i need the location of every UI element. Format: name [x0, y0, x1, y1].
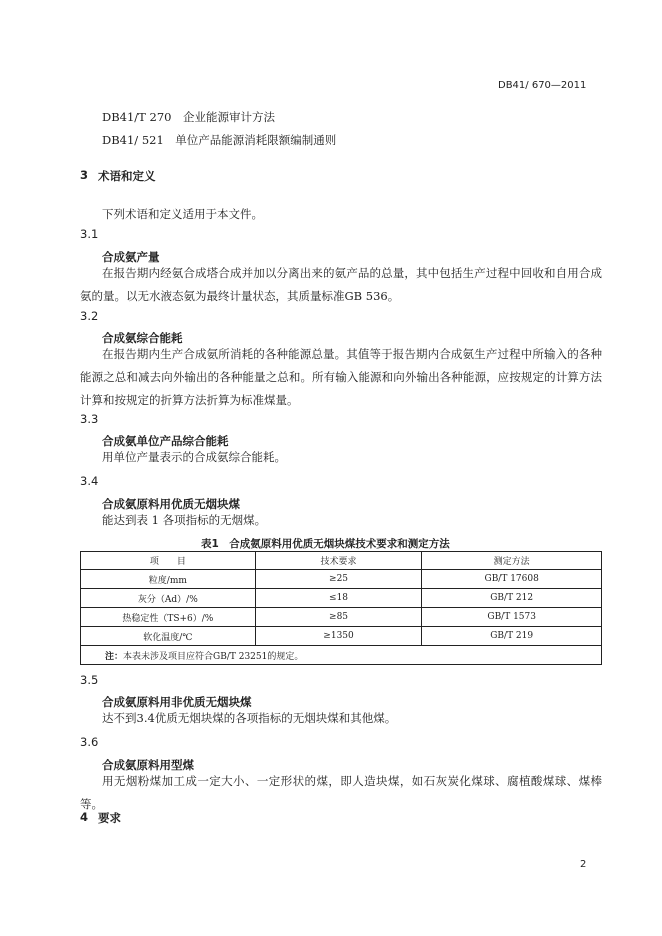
reference-1: DB41/T 270 企业能源审计方法	[102, 110, 275, 124]
table-cell: 热稳定性（TS+6）/%	[81, 608, 256, 627]
term-title: 合成氨原料用型煤	[102, 758, 194, 772]
column-header: 测定方法	[422, 552, 602, 570]
coal-spec-table	[80, 551, 602, 665]
term-title: 合成氨单位产品综合能耗	[102, 434, 229, 448]
term-title: 合成氨产量	[102, 250, 160, 264]
section-3-number: 3	[80, 168, 89, 182]
reference-2: DB41/ 521 单位产品能源消耗限额编制通则	[102, 133, 337, 147]
table-row	[81, 627, 602, 646]
table-note-text: 本表未涉及项目应符合GB/T 23251的规定。	[123, 651, 304, 662]
term-number: 3.4	[80, 474, 99, 488]
table-cell: ≤18	[255, 589, 422, 608]
term-title: 合成氨综合能耗	[102, 331, 183, 345]
column-header: 项 目	[81, 552, 256, 570]
term-definition: 在报告期内生产合成氨所消耗的各种能源总量。其值等于报告期内合成氨生产过程中所输入的各种能源之总和减去向外输出的各种能量之总和。所有输入能源和向外输出各种能源，应按规定的计算方法计算和按规定的折算方法折算为标准煤量。	[80, 347, 602, 407]
table-row	[81, 589, 602, 608]
table-cell: ≥25	[255, 570, 422, 589]
term-title: 合成氨原料用优质无烟块煤	[102, 497, 240, 511]
term-title: 合成氨原料用非优质无烟块煤	[102, 695, 252, 709]
table-cell: GB/T 219	[422, 627, 602, 646]
table-note-label: 注：	[105, 651, 124, 662]
section-4-title: 要求	[98, 811, 121, 825]
page-number: 2	[580, 859, 587, 870]
table-note	[81, 646, 602, 665]
column-header: 技术要求	[255, 552, 422, 570]
table-cell: 灰分（Ad）/%	[81, 589, 256, 608]
term-definition: 达不到3.4优质无烟块煤的各项指标的无烟块煤和其他煤。	[102, 711, 397, 725]
term-number: 3.1	[80, 227, 99, 241]
table-cell: GB/T 1573	[422, 608, 602, 627]
table-cell: GB/T 17608	[422, 570, 602, 589]
term-definition: 能达到表 1 各项指标的无烟煤。	[102, 513, 267, 527]
term-number: 3.2	[80, 309, 99, 323]
table-header-row	[81, 552, 602, 570]
table-row	[81, 570, 602, 589]
section-3-intro: 下列术语和定义适用于本文件。	[102, 207, 263, 221]
term-definition: 用单位产量表示的合成氨综合能耗。	[102, 450, 286, 464]
table-caption: 表1 合成氨原料用优质无烟块煤技术要求和测定方法	[201, 538, 450, 550]
section-3-title: 术语和定义	[98, 169, 156, 183]
table-note-row	[81, 646, 602, 665]
term-number: 3.6	[80, 735, 99, 749]
table-cell: ≥1350	[255, 627, 422, 646]
table-cell: 粒度/mm	[81, 570, 256, 589]
term-number: 3.5	[80, 673, 99, 687]
term-definition: 在报告期内经氨合成塔合成并加以分离出来的氨产品的总量，其中包括生产过程中回收和自用合成氨的量。以无水液态氨为最终计量状态，其质量标准GB 536。	[80, 266, 602, 303]
standard-code-header: DB41/ 670—2011	[498, 80, 587, 91]
section-4-number: 4	[80, 810, 89, 824]
term-definition: 用无烟粉煤加工成一定大小、一定形状的煤，即人造块煤，如石灰炭化煤球、腐植酸煤球、煤棒等。	[80, 774, 602, 811]
table-row	[81, 608, 602, 627]
term-number: 3.3	[80, 412, 99, 426]
table-cell: ≥85	[255, 608, 422, 627]
table-cell: GB/T 212	[422, 589, 602, 608]
table-cell: 软化温度/℃	[81, 627, 256, 646]
